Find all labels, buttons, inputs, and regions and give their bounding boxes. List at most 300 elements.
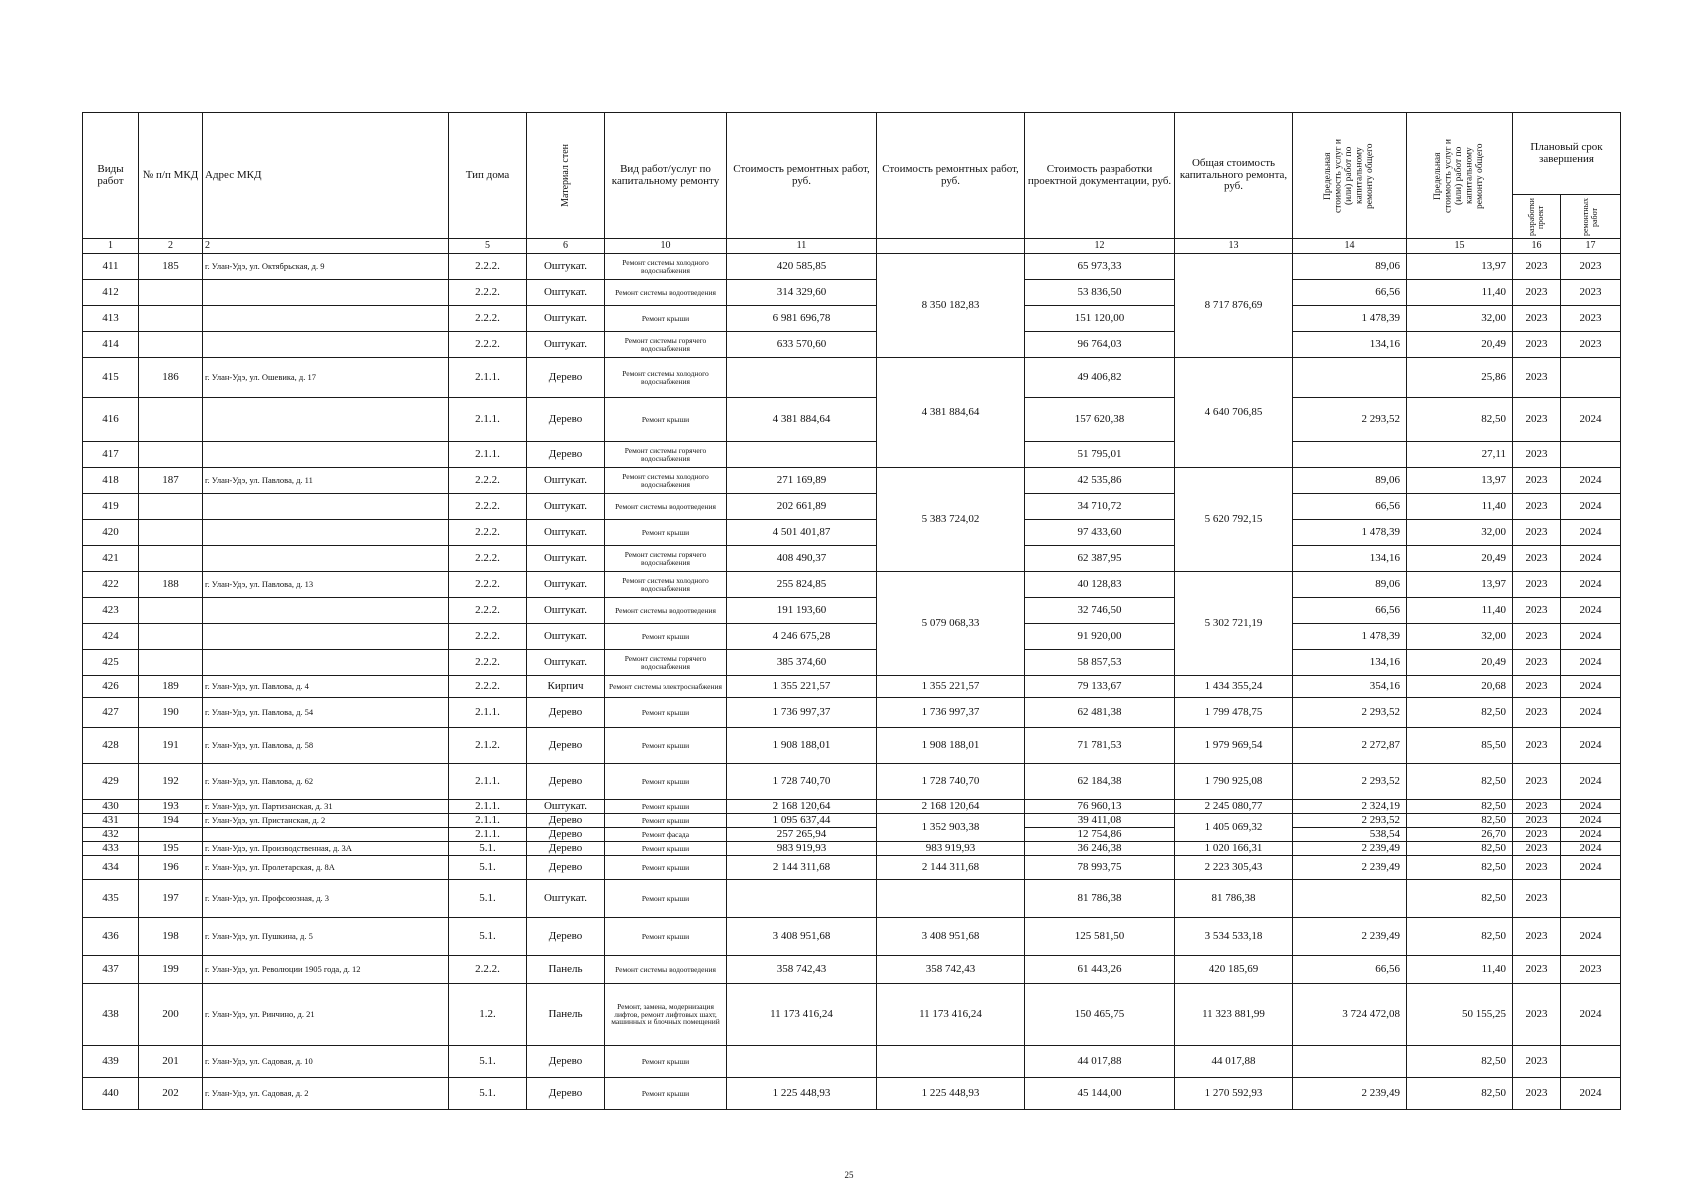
wall-material: Оштукат. xyxy=(527,332,605,358)
table-row xyxy=(83,306,1621,332)
repair-cost: 385 374,60 xyxy=(727,650,877,676)
row-number: 432 xyxy=(83,828,139,842)
mkd-address: г. Улан-Удэ, ул. Павлова, д. 13 xyxy=(203,572,449,598)
design-cost: 36 246,38 xyxy=(1025,842,1175,856)
mkd-number: 196 xyxy=(139,856,203,880)
year-design: 2023 xyxy=(1513,842,1561,856)
wall-material: Дерево xyxy=(527,358,605,398)
mkd-address: г. Улан-Удэ, ул. Партизанская, д. 31 xyxy=(203,800,449,814)
house-type: 2.2.2. xyxy=(449,650,527,676)
year-design: 2023 xyxy=(1513,254,1561,280)
repair-cost: 271 169,89 xyxy=(727,468,877,494)
limit-cost-2: 32,00 xyxy=(1407,306,1513,332)
work-type: Ремонт крыши xyxy=(605,880,727,918)
work-type: Ремонт системы горячего водоснабжения xyxy=(605,546,727,572)
limit-cost-2: 82,50 xyxy=(1407,800,1513,814)
limit-cost-2: 82,50 xyxy=(1407,880,1513,918)
year-works: 2024 xyxy=(1561,468,1621,494)
house-type: 2.2.2. xyxy=(449,624,527,650)
wall-material: Панель xyxy=(527,984,605,1046)
design-cost: 76 960,13 xyxy=(1025,800,1175,814)
year-design: 2023 xyxy=(1513,624,1561,650)
year-design: 2023 xyxy=(1513,598,1561,624)
design-cost: 71 781,53 xyxy=(1025,728,1175,764)
year-works: 2023 xyxy=(1561,332,1621,358)
mkd-address: г. Улан-Удэ, ул. Павлова, д. 58 xyxy=(203,728,449,764)
house-type: 5.1. xyxy=(449,1046,527,1078)
design-cost: 44 017,88 xyxy=(1025,1046,1175,1078)
house-type: 2.2.2. xyxy=(449,546,527,572)
total-cost: 5 620 792,15 xyxy=(1175,468,1293,572)
header-vidy-rabot: Виды работ xyxy=(83,113,139,239)
total-cost: 44 017,88 xyxy=(1175,1046,1293,1078)
wall-material: Оштукат. xyxy=(527,280,605,306)
wall-material: Кирпич xyxy=(527,676,605,698)
header-num-mkd: № п/п МКД xyxy=(139,113,203,239)
mkd-number: 197 xyxy=(139,880,203,918)
repair-cost: 1 355 221,57 xyxy=(727,676,877,698)
row-number: 422 xyxy=(83,572,139,598)
mkd-number: 202 xyxy=(139,1078,203,1110)
year-design: 2023 xyxy=(1513,728,1561,764)
repair-cost-total: 358 742,43 xyxy=(877,956,1025,984)
house-type: 2.2.2. xyxy=(449,956,527,984)
work-type: Ремонт крыши xyxy=(605,856,727,880)
house-type: 2.2.2. xyxy=(449,468,527,494)
limit-cost-1: 2 293,52 xyxy=(1293,814,1407,828)
year-works: 2024 xyxy=(1561,572,1621,598)
year-works: 2024 xyxy=(1561,814,1621,828)
repair-cost: 4 381 884,64 xyxy=(727,398,877,442)
work-type: Ремонт фасада xyxy=(605,828,727,842)
mkd-number xyxy=(139,546,203,572)
mkd-number: 195 xyxy=(139,842,203,856)
wall-material: Оштукат. xyxy=(527,624,605,650)
col-number: 2 xyxy=(139,239,203,254)
limit-cost-2: 11,40 xyxy=(1407,280,1513,306)
table-row xyxy=(83,1046,1621,1078)
limit-cost-2: 82,50 xyxy=(1407,842,1513,856)
year-works xyxy=(1561,1046,1621,1078)
work-type: Ремонт крыши xyxy=(605,624,727,650)
house-type: 2.2.2. xyxy=(449,280,527,306)
year-works: 2024 xyxy=(1561,598,1621,624)
total-cost: 4 640 706,85 xyxy=(1175,358,1293,468)
repair-cost-total: 8 350 182,83 xyxy=(877,254,1025,358)
year-works: 2023 xyxy=(1561,280,1621,306)
work-type: Ремонт крыши xyxy=(605,306,727,332)
wall-material: Оштукат. xyxy=(527,880,605,918)
col-number: 5 xyxy=(449,239,527,254)
col-number: 11 xyxy=(727,239,877,254)
year-design: 2023 xyxy=(1513,358,1561,398)
total-cost: 11 323 881,99 xyxy=(1175,984,1293,1046)
year-design: 2023 xyxy=(1513,650,1561,676)
design-cost: 78 993,75 xyxy=(1025,856,1175,880)
wall-material: Дерево xyxy=(527,698,605,728)
work-type: Ремонт системы горячего водоснабжения xyxy=(605,332,727,358)
year-design: 2023 xyxy=(1513,800,1561,814)
limit-cost-1: 3 724 472,08 xyxy=(1293,984,1407,1046)
header-cost-design: Стоимость разработки проектной документации, руб. xyxy=(1025,113,1175,239)
limit-cost-2: 27,11 xyxy=(1407,442,1513,468)
year-works: 2023 xyxy=(1561,254,1621,280)
mkd-address xyxy=(203,280,449,306)
total-cost: 2 245 080,77 xyxy=(1175,800,1293,814)
design-cost: 42 535,86 xyxy=(1025,468,1175,494)
design-cost: 62 387,95 xyxy=(1025,546,1175,572)
mkd-number: 186 xyxy=(139,358,203,398)
mkd-number xyxy=(139,494,203,520)
limit-cost-2: 11,40 xyxy=(1407,494,1513,520)
mkd-number xyxy=(139,280,203,306)
header-cost-works-total: Стоимость ремонтных работ, руб. xyxy=(877,113,1025,239)
mkd-number xyxy=(139,598,203,624)
table-row xyxy=(83,468,1621,494)
col-number: 2 xyxy=(203,239,449,254)
repair-cost: 11 173 416,24 xyxy=(727,984,877,1046)
limit-cost-1 xyxy=(1293,880,1407,918)
year-works: 2024 xyxy=(1561,520,1621,546)
row-number: 411 xyxy=(83,254,139,280)
table-row xyxy=(83,332,1621,358)
header-address: Адрес МКД xyxy=(203,113,449,239)
limit-cost-1: 89,06 xyxy=(1293,254,1407,280)
wall-material: Дерево xyxy=(527,856,605,880)
total-cost: 1 270 592,93 xyxy=(1175,1078,1293,1110)
limit-cost-2: 32,00 xyxy=(1407,624,1513,650)
row-number: 439 xyxy=(83,1046,139,1078)
total-cost: 8 717 876,69 xyxy=(1175,254,1293,358)
wall-material: Оштукат. xyxy=(527,572,605,598)
limit-cost-2: 50 155,25 xyxy=(1407,984,1513,1046)
limit-cost-2: 20,49 xyxy=(1407,546,1513,572)
repair-cost-total: 5 079 068,33 xyxy=(877,572,1025,676)
mkd-address xyxy=(203,598,449,624)
repair-cost: 2 168 120,64 xyxy=(727,800,877,814)
repair-cost: 4 501 401,87 xyxy=(727,520,877,546)
year-design: 2023 xyxy=(1513,828,1561,842)
mkd-number xyxy=(139,442,203,468)
mkd-number xyxy=(139,398,203,442)
year-design: 2023 xyxy=(1513,856,1561,880)
mkd-number xyxy=(139,306,203,332)
work-type: Ремонт крыши xyxy=(605,698,727,728)
row-number: 421 xyxy=(83,546,139,572)
work-type: Ремонт системы холодного водоснабжения xyxy=(605,358,727,398)
design-cost: 32 746,50 xyxy=(1025,598,1175,624)
header-house-type: Тип дома xyxy=(449,113,527,239)
year-works: 2024 xyxy=(1561,650,1621,676)
limit-cost-1 xyxy=(1293,1046,1407,1078)
table-row xyxy=(83,598,1621,624)
limit-cost-1: 2 293,52 xyxy=(1293,764,1407,800)
work-type: Ремонт крыши xyxy=(605,728,727,764)
table-row xyxy=(83,442,1621,468)
repair-cost-total: 1 728 740,70 xyxy=(877,764,1025,800)
house-type: 2.2.2. xyxy=(449,598,527,624)
house-type: 2.1.1. xyxy=(449,800,527,814)
row-number: 413 xyxy=(83,306,139,332)
mkd-number: 201 xyxy=(139,1046,203,1078)
year-design: 2023 xyxy=(1513,918,1561,956)
col-number: 15 xyxy=(1407,239,1513,254)
repair-cost: 2 144 311,68 xyxy=(727,856,877,880)
wall-material: Дерево xyxy=(527,398,605,442)
table-row xyxy=(83,728,1621,764)
year-works: 2024 xyxy=(1561,800,1621,814)
row-number: 419 xyxy=(83,494,139,520)
limit-cost-2: 82,50 xyxy=(1407,764,1513,800)
limit-cost-1: 66,56 xyxy=(1293,494,1407,520)
year-design: 2023 xyxy=(1513,306,1561,332)
limit-cost-2: 13,97 xyxy=(1407,468,1513,494)
row-number: 423 xyxy=(83,598,139,624)
col-number: 17 xyxy=(1561,239,1621,254)
limit-cost-2: 82,50 xyxy=(1407,814,1513,828)
year-works: 2024 xyxy=(1561,856,1621,880)
repair-cost xyxy=(727,880,877,918)
repair-cost-total: 2 144 311,68 xyxy=(877,856,1025,880)
repair-cost-total xyxy=(877,1046,1025,1078)
limit-cost-1: 2 272,87 xyxy=(1293,728,1407,764)
year-design: 2023 xyxy=(1513,468,1561,494)
work-type: Ремонт системы водоотведения xyxy=(605,956,727,984)
repair-cost: 1 908 188,01 xyxy=(727,728,877,764)
mkd-number xyxy=(139,332,203,358)
limit-cost-2: 20,49 xyxy=(1407,650,1513,676)
mkd-address xyxy=(203,442,449,468)
header-planned: Плановый срок завершения xyxy=(1513,113,1621,195)
year-works: 2024 xyxy=(1561,918,1621,956)
wall-material: Оштукат. xyxy=(527,254,605,280)
repair-cost xyxy=(727,358,877,398)
row-number: 438 xyxy=(83,984,139,1046)
design-cost: 58 857,53 xyxy=(1025,650,1175,676)
limit-cost-1: 89,06 xyxy=(1293,468,1407,494)
work-type: Ремонт, замена, модернизация лифтов, ремонт лифтовых шахт, машинных и блочных помещений xyxy=(605,984,727,1046)
limit-cost-1: 2 239,49 xyxy=(1293,856,1407,880)
repair-cost-total: 1 908 188,01 xyxy=(877,728,1025,764)
design-cost: 34 710,72 xyxy=(1025,494,1175,520)
total-cost: 420 185,69 xyxy=(1175,956,1293,984)
header-sub-design: разработки проект xyxy=(1513,195,1561,239)
design-cost: 65 973,33 xyxy=(1025,254,1175,280)
house-type: 2.1.2. xyxy=(449,728,527,764)
year-design: 2023 xyxy=(1513,398,1561,442)
table-row xyxy=(83,358,1621,398)
house-type: 2.2.2. xyxy=(449,676,527,698)
mkd-address: г. Улан-Удэ, ул. Павлова, д. 4 xyxy=(203,676,449,698)
year-works: 2024 xyxy=(1561,624,1621,650)
total-cost: 5 302 721,19 xyxy=(1175,572,1293,676)
work-type: Ремонт системы холодного водоснабжения xyxy=(605,572,727,598)
repair-cost-total: 1 352 903,38 xyxy=(877,814,1025,842)
work-type: Ремонт крыши xyxy=(605,814,727,828)
work-type: Ремонт крыши xyxy=(605,842,727,856)
repair-cost-total xyxy=(877,880,1025,918)
table-row xyxy=(83,828,1621,842)
repair-cost-total: 1 355 221,57 xyxy=(877,676,1025,698)
row-number: 433 xyxy=(83,842,139,856)
work-type: Ремонт крыши xyxy=(605,520,727,546)
year-design: 2023 xyxy=(1513,676,1561,698)
limit-cost-1: 2 239,49 xyxy=(1293,1078,1407,1110)
limit-cost-1: 2 239,49 xyxy=(1293,842,1407,856)
header-cost-works: Стоимость ремонтных работ, руб. xyxy=(727,113,877,239)
header-limit-2: Предельная стоимость услуг и (или) работ по капитальному ремонту общего xyxy=(1407,113,1513,239)
repair-cost-total: 5 383 724,02 xyxy=(877,468,1025,572)
column-number-row xyxy=(83,239,1621,254)
limit-cost-2: 20,49 xyxy=(1407,332,1513,358)
design-cost: 150 465,75 xyxy=(1025,984,1175,1046)
work-type: Ремонт крыши xyxy=(605,1078,727,1110)
house-type: 5.1. xyxy=(449,880,527,918)
row-number: 431 xyxy=(83,814,139,828)
mkd-address: г. Улан-Удэ, ул. Павлова, д. 11 xyxy=(203,468,449,494)
total-cost: 1 799 478,75 xyxy=(1175,698,1293,728)
mkd-number: 193 xyxy=(139,800,203,814)
limit-cost-2: 82,50 xyxy=(1407,398,1513,442)
year-works: 2024 xyxy=(1561,494,1621,520)
mkd-address: г. Улан-Удэ, ул. Профсоюзная, д. 3 xyxy=(203,880,449,918)
row-number: 418 xyxy=(83,468,139,494)
table-row xyxy=(83,698,1621,728)
house-type: 2.1.1. xyxy=(449,442,527,468)
repair-cost-total: 4 381 884,64 xyxy=(877,358,1025,468)
mkd-address: г. Улан-Удэ, ул. Павлова, д. 62 xyxy=(203,764,449,800)
repair-cost: 633 570,60 xyxy=(727,332,877,358)
repair-cost: 1 736 997,37 xyxy=(727,698,877,728)
repair-cost: 314 329,60 xyxy=(727,280,877,306)
mkd-address: г. Улан-Удэ, ул. Павлова, д. 54 xyxy=(203,698,449,728)
mkd-number xyxy=(139,828,203,842)
limit-cost-1: 134,16 xyxy=(1293,650,1407,676)
limit-cost-2: 25,86 xyxy=(1407,358,1513,398)
row-number: 424 xyxy=(83,624,139,650)
mkd-address xyxy=(203,546,449,572)
row-number: 416 xyxy=(83,398,139,442)
limit-cost-2: 13,97 xyxy=(1407,572,1513,598)
wall-material: Дерево xyxy=(527,764,605,800)
repair-cost: 257 265,94 xyxy=(727,828,877,842)
wall-material: Дерево xyxy=(527,728,605,764)
house-type: 2.2.2. xyxy=(449,572,527,598)
table-row xyxy=(83,800,1621,814)
wall-material: Дерево xyxy=(527,1046,605,1078)
row-number: 428 xyxy=(83,728,139,764)
house-type: 2.1.1. xyxy=(449,828,527,842)
row-number: 434 xyxy=(83,856,139,880)
limit-cost-2: 82,50 xyxy=(1407,1078,1513,1110)
page-number: 25 xyxy=(844,1170,854,1180)
table-row xyxy=(83,984,1621,1046)
wall-material: Оштукат. xyxy=(527,468,605,494)
work-type: Ремонт крыши xyxy=(605,918,727,956)
mkd-number: 198 xyxy=(139,918,203,956)
work-type: Ремонт крыши xyxy=(605,800,727,814)
mkd-address xyxy=(203,520,449,546)
row-number: 414 xyxy=(83,332,139,358)
row-number: 417 xyxy=(83,442,139,468)
table-row xyxy=(83,520,1621,546)
work-type: Ремонт системы холодного водоснабжения xyxy=(605,254,727,280)
row-number: 435 xyxy=(83,880,139,918)
mkd-number: 188 xyxy=(139,572,203,598)
mkd-address xyxy=(203,624,449,650)
capital-repair-table xyxy=(82,112,1621,1110)
design-cost: 45 144,00 xyxy=(1025,1078,1175,1110)
mkd-address: г. Улан-Удэ, ул. Пристанская, д. 2 xyxy=(203,814,449,828)
repair-cost: 191 193,60 xyxy=(727,598,877,624)
col-number: 12 xyxy=(1025,239,1175,254)
house-type: 5.1. xyxy=(449,1078,527,1110)
repair-cost: 420 585,85 xyxy=(727,254,877,280)
repair-cost-total: 1 225 448,93 xyxy=(877,1078,1025,1110)
design-cost: 81 786,38 xyxy=(1025,880,1175,918)
limit-cost-1: 2 293,52 xyxy=(1293,698,1407,728)
total-cost: 1 405 069,32 xyxy=(1175,814,1293,842)
year-design: 2023 xyxy=(1513,764,1561,800)
repair-cost-total: 983 919,93 xyxy=(877,842,1025,856)
work-type: Ремонт системы холодного водоснабжения xyxy=(605,468,727,494)
year-works: 2024 xyxy=(1561,984,1621,1046)
year-works xyxy=(1561,358,1621,398)
year-works: 2024 xyxy=(1561,698,1621,728)
repair-cost: 358 742,43 xyxy=(727,956,877,984)
year-works xyxy=(1561,442,1621,468)
limit-cost-1: 354,16 xyxy=(1293,676,1407,698)
house-type: 5.1. xyxy=(449,918,527,956)
year-works: 2024 xyxy=(1561,764,1621,800)
repair-cost: 1 095 637,44 xyxy=(727,814,877,828)
mkd-number: 199 xyxy=(139,956,203,984)
total-cost: 3 534 533,18 xyxy=(1175,918,1293,956)
house-type: 2.1.1. xyxy=(449,398,527,442)
year-design: 2023 xyxy=(1513,956,1561,984)
year-works: 2024 xyxy=(1561,1078,1621,1110)
year-works: 2024 xyxy=(1561,828,1621,842)
mkd-number: 192 xyxy=(139,764,203,800)
repair-cost: 983 919,93 xyxy=(727,842,877,856)
header-sub-works: ремонтных работ xyxy=(1561,195,1621,239)
col-number: 16 xyxy=(1513,239,1561,254)
row-number: 440 xyxy=(83,1078,139,1110)
header-limit-1: Предельная стоимость услуг и (или) работ по капитальному ремонту общего xyxy=(1293,113,1407,239)
limit-cost-1: 134,16 xyxy=(1293,546,1407,572)
col-number xyxy=(877,239,1025,254)
wall-material: Оштукат. xyxy=(527,306,605,332)
total-cost: 1 979 969,54 xyxy=(1175,728,1293,764)
repair-cost: 408 490,37 xyxy=(727,546,877,572)
table-row xyxy=(83,856,1621,880)
limit-cost-1: 66,56 xyxy=(1293,280,1407,306)
mkd-address xyxy=(203,332,449,358)
limit-cost-1 xyxy=(1293,442,1407,468)
table-row xyxy=(83,546,1621,572)
row-number: 437 xyxy=(83,956,139,984)
repair-cost: 1 728 740,70 xyxy=(727,764,877,800)
limit-cost-2: 82,50 xyxy=(1407,856,1513,880)
table-row xyxy=(83,254,1621,280)
table-row xyxy=(83,880,1621,918)
year-works: 2024 xyxy=(1561,676,1621,698)
year-design: 2023 xyxy=(1513,572,1561,598)
design-cost: 53 836,50 xyxy=(1025,280,1175,306)
mkd-number: 190 xyxy=(139,698,203,728)
work-type: Ремонт системы горячего водоснабжения xyxy=(605,442,727,468)
wall-material: Оштукат. xyxy=(527,800,605,814)
